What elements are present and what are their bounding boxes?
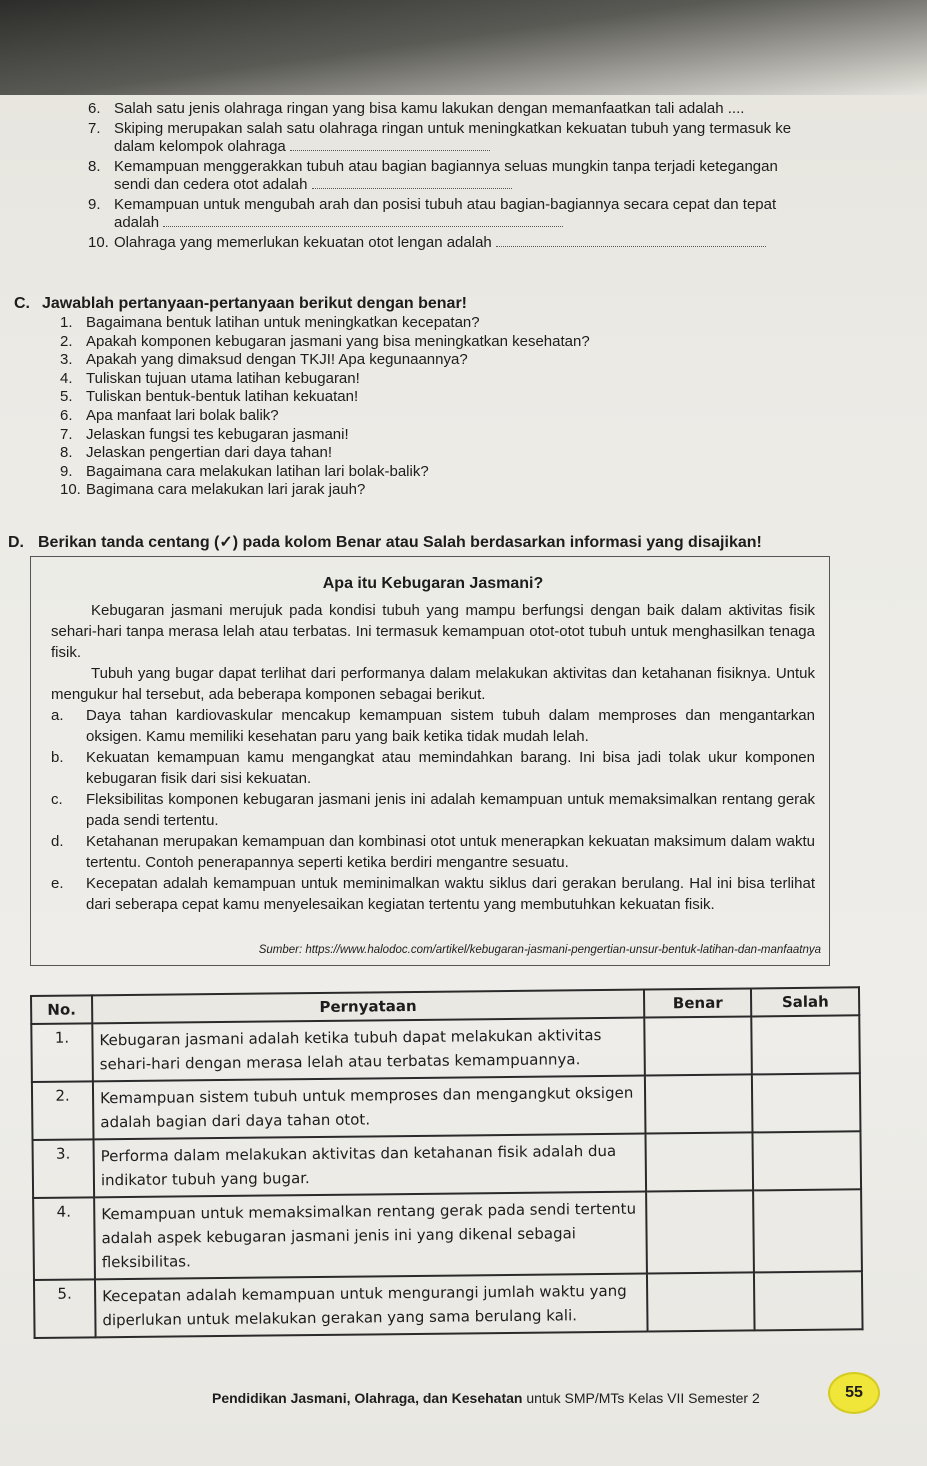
false-checkbox-cell[interactable]	[754, 1189, 862, 1272]
list-item: 8. Jelaskan pengertian dari daya tahan!	[60, 444, 333, 462]
true-checkbox-cell[interactable]	[645, 1132, 753, 1191]
list-item: 8. Kemampuan menggerakkan tubuh atau bagian bagiannya seluas mungkin tanpa terjadi ketegangan sendi dan cedera otot adalah	[88, 158, 778, 193]
list-item: 4. Tuliskan tujuan utama latihan kebugaran!	[60, 369, 360, 387]
header-statement: Pernyataan	[92, 990, 644, 1024]
page-footer: Pendidikan Jasmani, Olahraga, dan Kesehatan untuk SMP/MTs Kelas VII Semester 2	[212, 1390, 760, 1406]
false-checkbox-cell[interactable]	[752, 1015, 860, 1074]
list-item: 10. Bagimana cara melakukan lari jarak jauh?	[60, 481, 366, 499]
table-row: 4. Kemampuan untuk memaksimalkan rentang gerak pada sendi tertentu adalah aspek kebugaran jasmani jenis ini yang dikenal sebagai fleksibilitas.	[33, 1189, 862, 1280]
list-item: d. Ketahanan merupakan kemampuan dan kombinasi otot untuk menerapkan kekuatan maksimum dalam waktu tertentu. Contoh penerapannya seperti ketika berdiri mengantre sesuatu.	[51, 833, 815, 871]
info-box	[30, 556, 830, 966]
section-b-fill-blanks	[88, 100, 803, 254]
section-c-heading: C. Jawablah pertanyaan-pertanyaan berikut dengan benar!	[14, 295, 468, 312]
list-item: 3. Apakah yang dimaksud dengan TKJI! Apa kegunaannya?	[60, 351, 468, 369]
component-list	[51, 705, 815, 915]
list-item: a. Daya tahan kardiovaskular mencakup kemampuan sistem tubuh dalam memproses dan mengantarkan oksigen. Kamu memiliki kesehatan paru yang baik ketika tidak mudah lelah.	[51, 707, 815, 745]
list-item: 5. Tuliskan bentuk-bentuk latihan kekuatan!	[60, 388, 359, 406]
section-c-questions	[60, 314, 740, 500]
list-item: 7. Skiping merupakan salah satu olahraga ringan untuk meningkatkan kekuatan tubuh yang termasuk ke dalam kelompok olahraga	[88, 120, 792, 155]
answer-blank	[163, 214, 563, 227]
page-number-badge: 55	[828, 1372, 880, 1414]
list-item: 9. Kemampuan untuk mengubah arah dan posisi tubuh atau bagian-bagiannya secara cepat dan tepat adalah	[88, 196, 777, 231]
true-checkbox-cell[interactable]	[644, 1016, 752, 1075]
source-citation: Sumber: https://www.halodoc.com/artikel/kebugaran-jasmani-pengertian-unsur-bentuk-latihan-dan-manfaatnya	[258, 944, 821, 956]
list-item: 10. Olahraga yang memerlukan kekuatan otot lengan adalah	[88, 234, 803, 252]
true-checkbox-cell[interactable]	[646, 1190, 754, 1273]
page-top-shadow	[0, 0, 927, 95]
true-checkbox-cell[interactable]	[645, 1074, 753, 1133]
false-checkbox-cell[interactable]	[753, 1131, 861, 1190]
list-item: b. Kekuatan kemampuan kamu mengangkat atau memindahkan barang. Ini bisa jadi tolak ukur komponen kebugaran fisik dari sisi kekuatan.	[51, 749, 815, 787]
list-item: 2. Apakah komponen kebugaran jasmani yang bisa meningkatkan kesehatan?	[60, 332, 590, 350]
list-item: 9. Bagaimana cara melakukan latihan lari bolak-balik?	[60, 462, 429, 480]
section-d-heading: D. Berikan tanda centang (✓) pada kolom Benar atau Salah berdasarkan informasi yang disajikan!	[8, 534, 762, 551]
header-false: Salah	[751, 987, 859, 1016]
list-item: 6. Salah satu jenis olahraga ringan yang bisa kamu lakukan dengan memanfaatkan tali adalah ....	[88, 100, 745, 117]
list-item: e. Kecepatan adalah kemampuan untuk meminimalkan waktu siklus dari gerakan berulang. Hal ini bisa terlihat dari seberapa cepat kamu menyelesaikan kegiatan tertentu yang membutuhkan kekuatan fisik.	[51, 875, 815, 913]
answer-blank	[496, 234, 766, 247]
info-paragraph: Tubuh yang bugar dapat terlihat dari performanya dalam melakukan aktivitas dan ketahanan fisiknya. Untuk mengukur hal tersebut, ada beberapa komponen sebagai berikut.	[51, 665, 815, 703]
table-row: 2. Kemampuan sistem tubuh untuk memproses dan mengangkut oksigen adalah bagian dari daya tahan otot.	[32, 1073, 861, 1140]
table-row: 3. Performa dalam melakukan aktivitas dan ketahanan fisik adalah dua indikator tubuh yang bugar.	[33, 1131, 862, 1198]
true-checkbox-cell[interactable]	[647, 1272, 755, 1331]
info-box-title: Apa itu Kebugaran Jasmani?	[322, 575, 544, 592]
list-item: 7. Jelaskan fungsi tes kebugaran jasmani!	[60, 425, 349, 443]
table-row: 1. Kebugaran jasmani adalah ketika tubuh dapat melakukan aktivitas sehari-hari dengan merasa lelah atau terbatas kemampuannya.	[31, 1015, 860, 1082]
false-checkbox-cell[interactable]	[754, 1271, 862, 1330]
list-item: c. Fleksibilitas komponen kebugaran jasmani jenis ini adalah kemampuan untuk memaksimalkan rentang gerak pada sendi tertentu.	[51, 791, 815, 829]
info-paragraph: Kebugaran jasmani merujuk pada kondisi tubuh yang mampu berfungsi dengan baik dalam aktivitas fisik sehari-hari tanpa merasa lelah atau terbatas. Ini termasuk kemampuan otot-otot tubuh untuk menghasilkan tenaga fisik.	[51, 602, 815, 661]
header-true: Benar	[644, 988, 752, 1017]
false-checkbox-cell[interactable]	[752, 1073, 860, 1132]
true-false-table	[30, 986, 864, 1339]
table-row: 5. Kecepatan adalah kemampuan untuk mengurangi jumlah waktu yang diperlukan untuk melakukan gerakan yang sama berulang kali.	[34, 1271, 863, 1338]
header-no: No.	[31, 995, 92, 1024]
answer-blank	[290, 138, 490, 151]
answer-blank	[312, 176, 512, 189]
list-item: 1. Bagaimana bentuk latihan untuk meningkatkan kecepatan?	[60, 314, 480, 331]
list-item: 6. Apa manfaat lari bolak balik?	[60, 406, 279, 424]
